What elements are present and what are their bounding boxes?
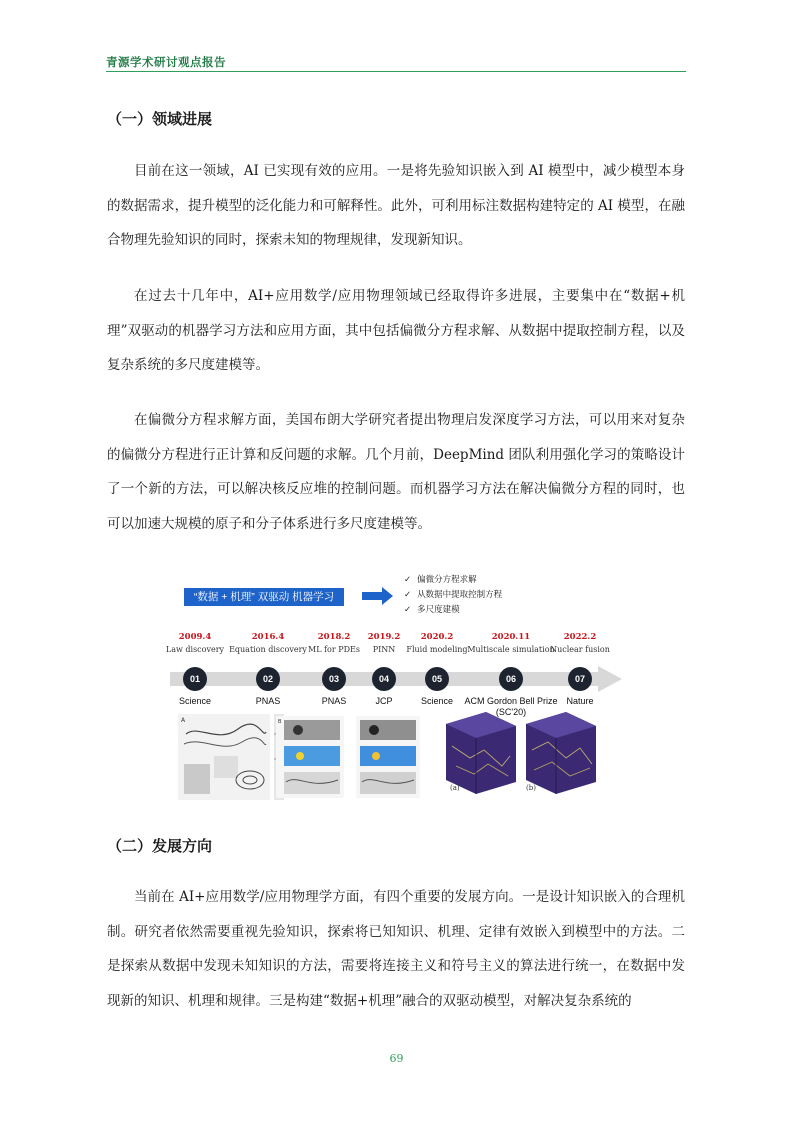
cube-label-b: (b) [526,784,536,792]
milestone-venue: JCP [375,696,393,706]
flow-field-thumbnail-left [276,716,344,798]
milestone-caption: Multiscale simulation [467,645,555,654]
milestone-date: 2016.4 [251,632,285,642]
paragraph-3: 在偏微分方程求解方面，美国布朗大学研究者提出物理启发深度学习方法，可以用来对复杂的偏微分方程进行正计算和反问题的求解。几个月前，DeepMind 团队利用强化学习的策略设计了一个新的方法，可以解决核反应堆的控制问题。而机器学习方法在解决偏微分方程的同时，也可以加速大规模的原子和分子体系进行多尺度建模等。 [107,412,685,532]
molecular-cube-a [440,706,520,794]
milestone-caption: Fluid modeling [406,645,468,654]
header-title: 青源学术研讨观点报告 [106,55,226,69]
page-number: 69 [389,1052,404,1065]
milestone-node: 03 [322,667,346,691]
milestone-caption: PINN [372,645,396,654]
topic-checklist [404,573,502,618]
milestone-node: 06 [499,667,523,691]
milestone-node: 01 [183,667,207,691]
section-heading-directions: （二）发展方向 [107,837,213,855]
milestone-node: 04 [372,667,396,691]
milestone-venue: ACM Gordon Bell Prize (SC'20) [464,696,558,717]
timeline-figure [165,570,630,802]
milestone-date: 2009.4 [178,632,212,642]
svg-text:B: B [278,719,282,725]
milestone-date: 2020.2 [420,632,454,642]
molecular-cube-b [520,706,600,794]
checklist-item: ✓ 多尺度建模 [404,605,460,615]
milestone-venue: PNAS [321,696,347,706]
check-icon: ✓ [404,605,412,615]
milestone-caption: Nuclear fusion [550,645,610,654]
section-heading-progress: （一）领域进展 [107,110,213,128]
paragraph-1: 目前在这一领域，AI 已实现有效的应用。一是将先验知识嵌入到 AI 模型中，减少模型本身的数据需求，提升模型的泛化能力和可解释性。此外，可利用标注数据构建特定的 AI 模型，在融合物理先验知识的同时，探索未知的物理规律，发现新知识。 [107,163,685,248]
milestone-date: 2019.2 [367,632,401,642]
law-discovery-thumbnail [178,714,270,800]
svg-text:A: A [181,717,186,724]
flow-field-thumbnail-right [356,716,420,798]
check-icon: ✓ [404,575,412,585]
milestone-venue: Nature [566,696,594,706]
cube-label-a: (a) [450,784,460,792]
right-arrow-icon [362,586,394,606]
milestone-date: 2022.2 [563,632,597,642]
milestone-caption: Law discovery [165,645,225,654]
timeline-arrowhead-icon [598,666,624,692]
paragraph-4: 当前在 AI+应用数学/应用物理学方面，有四个重要的发展方向。一是设计知识嵌入的合理机制。研究者依然需要重视先验知识，探索将已知知识、机理、定律有效嵌入到模型中的方法。二是探索从数据中发现未知知识的方法，需要将连接主义和符号主义的算法进行统一，在数据中发现新的知识、机理和规律。三是构建“数据+机理”融合的双驱动模型，对解决复杂系统的 [107,889,685,1009]
milestone-venue: PNAS [255,696,281,706]
milestone-caption: ML for PDEs [308,645,360,654]
dual-drive-banner: “数据 + 机理” 双驱动 机器学习 [184,588,344,606]
milestone-date: 2020.11 [491,632,531,642]
header-rule [106,71,686,72]
milestone-venue: Science [420,696,454,706]
milestone-date: 2018.2 [317,632,351,642]
milestone-node: 02 [256,667,280,691]
check-icon: ✓ [404,590,412,600]
milestone-caption: Equation discovery [229,645,307,654]
milestone-venue: Science [178,696,212,706]
milestone-node: 05 [425,667,449,691]
milestone-node: 07 [568,667,592,691]
checklist-item: ✓ 偏微分方程求解 [404,575,477,585]
checklist-item: ✓ 从数据中提取控制方程 [404,590,503,600]
paragraph-2: 在过去十几年中，AI+应用数学/应用物理领域已经取得许多进展，主要集中在“数据+机理”双驱动的机器学习方法和应用方面，其中包括偏微分方程求解、从数据中提取控制方程，以及复杂系统的多尺度建模等。 [107,288,685,373]
